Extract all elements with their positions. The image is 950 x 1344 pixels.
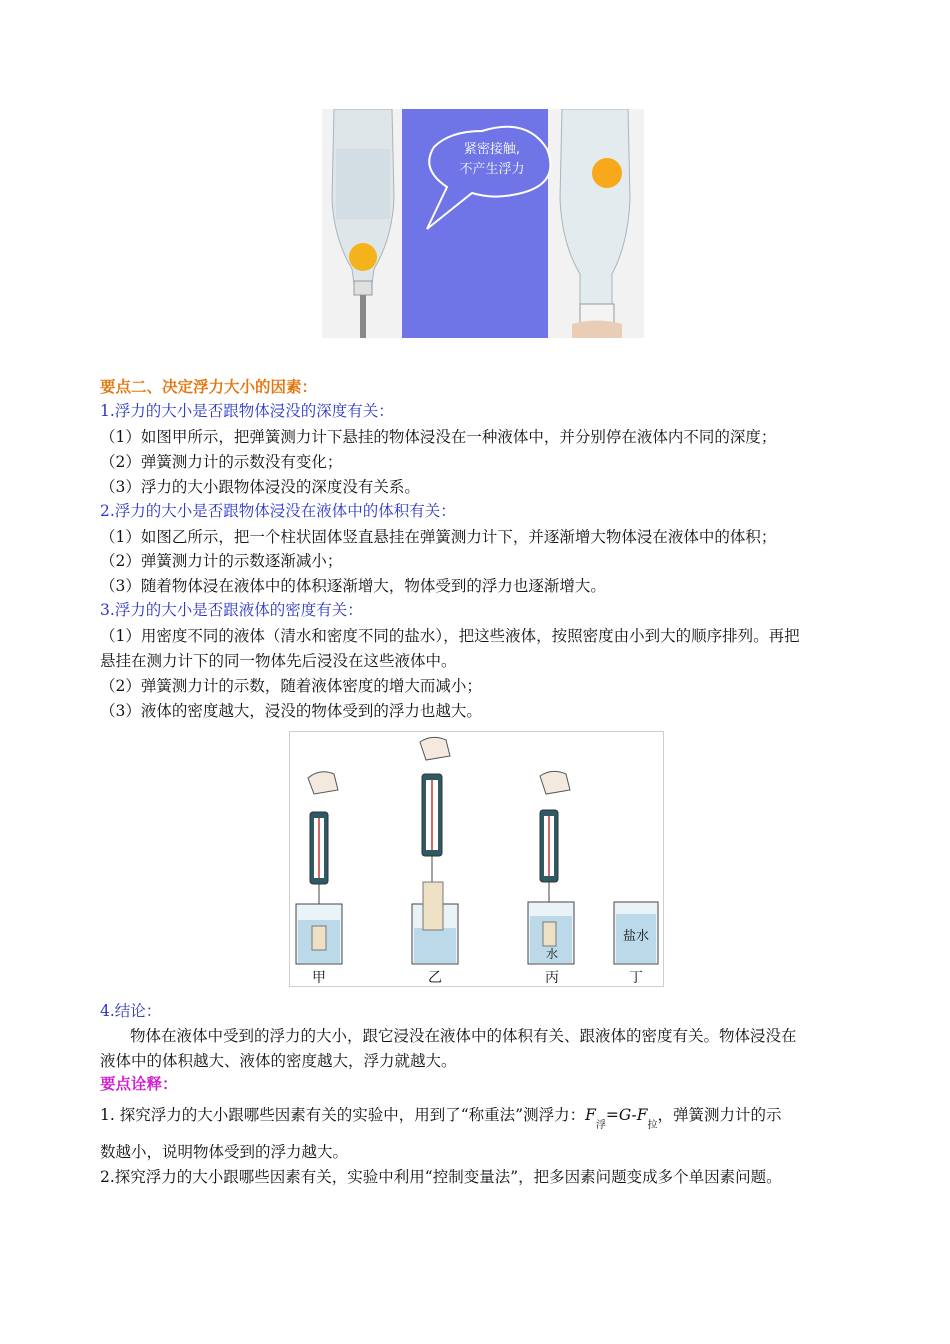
label-yi: 乙 <box>428 970 442 986</box>
section-title: 要点二、决定浮力大小的因素： <box>100 377 318 396</box>
beaker-ding <box>614 902 658 964</box>
notes-item1 <box>100 1104 782 1129</box>
block3-item1: （1）用密度不同的液体（清水和密度不同的盐水），把这些液体，按照密度由小到大的顺序排列。再把 <box>100 627 800 645</box>
salt-water-label: 盐水 <box>622 929 650 944</box>
scale-yi <box>412 737 458 964</box>
conclusion-line1: 物体在液体中受到的浮力的大小，跟它浸没在液体中的体积有关、跟液体的密度有关。物体浸没在 <box>130 1027 797 1045</box>
block1-item3: （3）浮力的大小跟物体浸没的深度没有关系。 <box>100 478 420 496</box>
spring-scale-figure <box>289 731 664 987</box>
bubble-line1: 紧密接触, <box>463 142 521 157</box>
notes-heading: 要点诠释： <box>100 1074 178 1093</box>
block3-item3: （3）液体的密度越大，浸没的物体受到的浮力也越大。 <box>100 702 482 720</box>
block2-heading: 2.浮力的大小是否跟物体浸没在液体中的体积有关： <box>100 502 456 520</box>
bottle-experiment-photo <box>322 109 644 338</box>
label-jia: 甲 <box>312 970 326 986</box>
notes-item1-text: 1. 探究浮力的大小跟哪些因素有关的实验中，用到了“称重法”测浮力： <box>100 1106 586 1124</box>
block2-item2: （2）弹簧测力计的示数逐渐减小； <box>100 552 343 570</box>
block3-heading: 3.浮力的大小是否跟液体的密度有关： <box>100 601 363 619</box>
formula-sub-buoyancy: 浮 <box>595 1120 606 1131</box>
scale-jia <box>296 772 342 964</box>
conclusion-line2: 液体中的体积越大、液体的密度越大，浮力就越大。 <box>100 1052 457 1070</box>
block2-item3: （3）随着物体浸在液体中的体积逐渐增大，物体受到的浮力也逐渐增大。 <box>100 577 606 595</box>
formula <box>585 1106 658 1131</box>
block1-item1: （1）如图甲所示，把弹簧测力计下悬挂的物体浸没在一种液体中，并分别停在液体内不同的深度； <box>100 428 777 446</box>
block3-item2: （2）弹簧测力计的示数，随着液体密度的增大而减小； <box>100 677 482 695</box>
bubble-line2: 不产生浮力 <box>459 162 525 177</box>
notes-item1-after: ，弹簧测力计的示 <box>657 1106 782 1124</box>
block3-item1-cont: 悬挂在测力计下的同一物体先后浸没在这些液体中。 <box>100 652 457 670</box>
block2-item1: （1）如图乙所示，把一个柱状固体竖直悬挂在弹簧测力计下，并逐渐增大物体浸在液体中的体积； <box>100 528 777 546</box>
formula-mid: =G-F <box>605 1106 648 1124</box>
notes-item1-line2: 数越小，说明物体受到的浮力越大。 <box>100 1143 349 1161</box>
label-ding: 丁 <box>629 970 643 986</box>
block1-heading: 1.浮力的大小是否跟物体浸没的深度有关： <box>100 402 394 420</box>
water-label: 水 <box>545 947 559 961</box>
formula-sub-pull: 拉 <box>647 1120 658 1131</box>
conclusion-heading: 4.结论： <box>100 1002 162 1020</box>
block1-item2: （2）弹簧测力计的示数没有变化； <box>100 453 343 471</box>
label-bing: 丙 <box>545 970 559 986</box>
formula-f: F <box>585 1106 596 1124</box>
scale-bing <box>528 771 574 964</box>
notes-item2: 2.探究浮力的大小跟哪些因素有关，实验中利用“控制变量法”，把多因素问题变成多个单因素问题。 <box>100 1168 782 1186</box>
